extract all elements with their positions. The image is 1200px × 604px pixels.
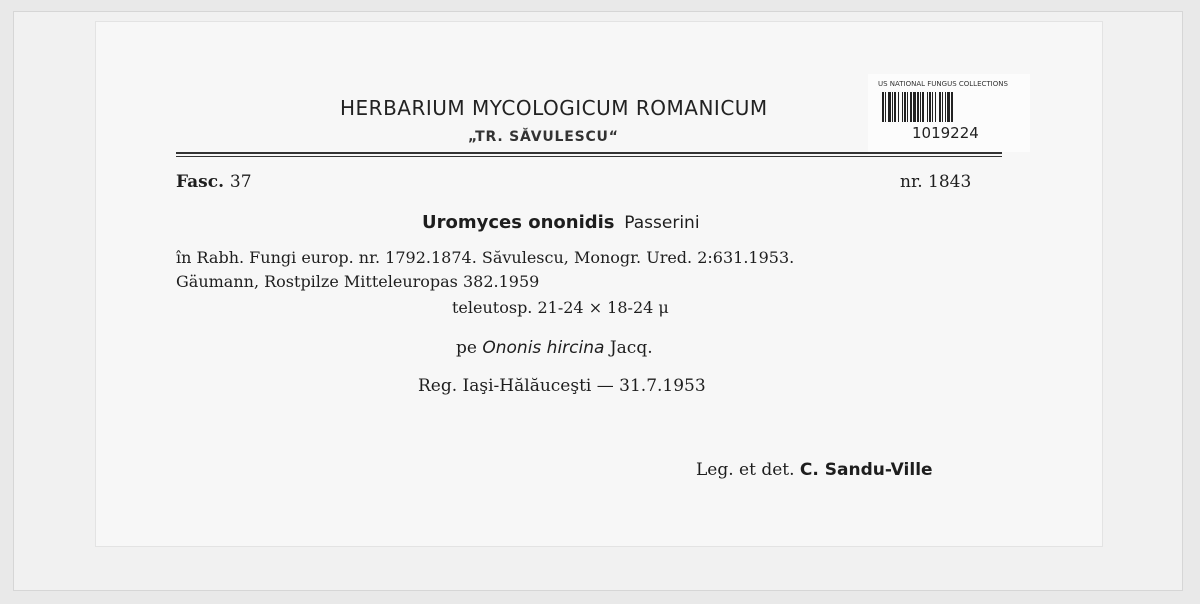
herbarium-subtitle: „TR. SĂVULESCU“ — [468, 129, 619, 145]
barcode-icon — [882, 92, 1018, 122]
fascicle-label: Fasc. — [176, 172, 224, 192]
barcode-bar — [904, 92, 906, 122]
barcode-label — [868, 74, 1030, 152]
barcode-bar — [885, 92, 886, 122]
locality: Reg. Iaşi-Hălăuceşti — 31.7.1953 — [418, 376, 706, 396]
barcode-bar — [927, 92, 928, 122]
barcode-bar — [932, 92, 933, 122]
barcode-bar — [907, 92, 908, 122]
collector — [696, 460, 933, 480]
barcode-bar — [945, 92, 946, 122]
host-prefix: pe — [456, 338, 477, 358]
barcode-bar — [935, 92, 936, 122]
barcode-bar — [888, 92, 891, 122]
barcode-bar — [902, 92, 903, 122]
specimen-number — [900, 172, 971, 192]
taxon-name: Uromyces ononidis — [422, 212, 615, 233]
collector-name: C. Sandu-Ville — [799, 460, 933, 480]
barcode-bar — [913, 92, 916, 122]
barcode-header: US NATIONAL FUNGUS COLLECTIONS — [878, 80, 1008, 88]
fascicle-number: 37 — [229, 172, 252, 192]
host — [456, 338, 653, 358]
barcode-bar — [910, 92, 912, 122]
barcode-bar — [920, 92, 921, 122]
taxon-author: Passerini — [624, 213, 700, 233]
specimen-number-label: nr. — [900, 172, 923, 192]
herbarium-title: HERBARIUM MYCOLOGICUM ROMANICUM — [340, 96, 768, 120]
barcode-bar — [922, 92, 924, 122]
barcode-number: 1019224 — [912, 124, 979, 142]
barcode-bar — [894, 92, 896, 122]
host-author: Jacq. — [609, 338, 653, 358]
barcode-bar — [892, 92, 893, 122]
barcode-bar — [939, 92, 941, 122]
barcode-bar — [929, 92, 931, 122]
fascicle — [176, 172, 252, 192]
reference-line-1: în Rabh. Fungi europ. nr. 1792.1874. Săvulescu, Monogr. Ured. 2:631.1953. — [176, 248, 795, 267]
spore-measurement: teleutosp. 21-24 × 18-24 μ — [452, 298, 669, 317]
reference-line-2: Gäumann, Rostpilze Mitteleuropas 382.1959 — [176, 272, 540, 291]
header-rule-bottom — [176, 156, 1002, 157]
barcode-bar — [951, 92, 953, 122]
specimen-number-value: 1843 — [928, 172, 972, 192]
barcode-bar — [942, 92, 943, 122]
taxon — [422, 212, 700, 233]
barcode-bar — [947, 92, 950, 122]
barcode-bar — [898, 92, 899, 122]
barcode-bar — [882, 92, 884, 122]
barcode-bar — [917, 92, 919, 122]
header-rule-top — [176, 152, 1002, 154]
collector-prefix: Leg. et det. — [696, 460, 795, 480]
host-species: Ononis hircina — [482, 338, 605, 358]
